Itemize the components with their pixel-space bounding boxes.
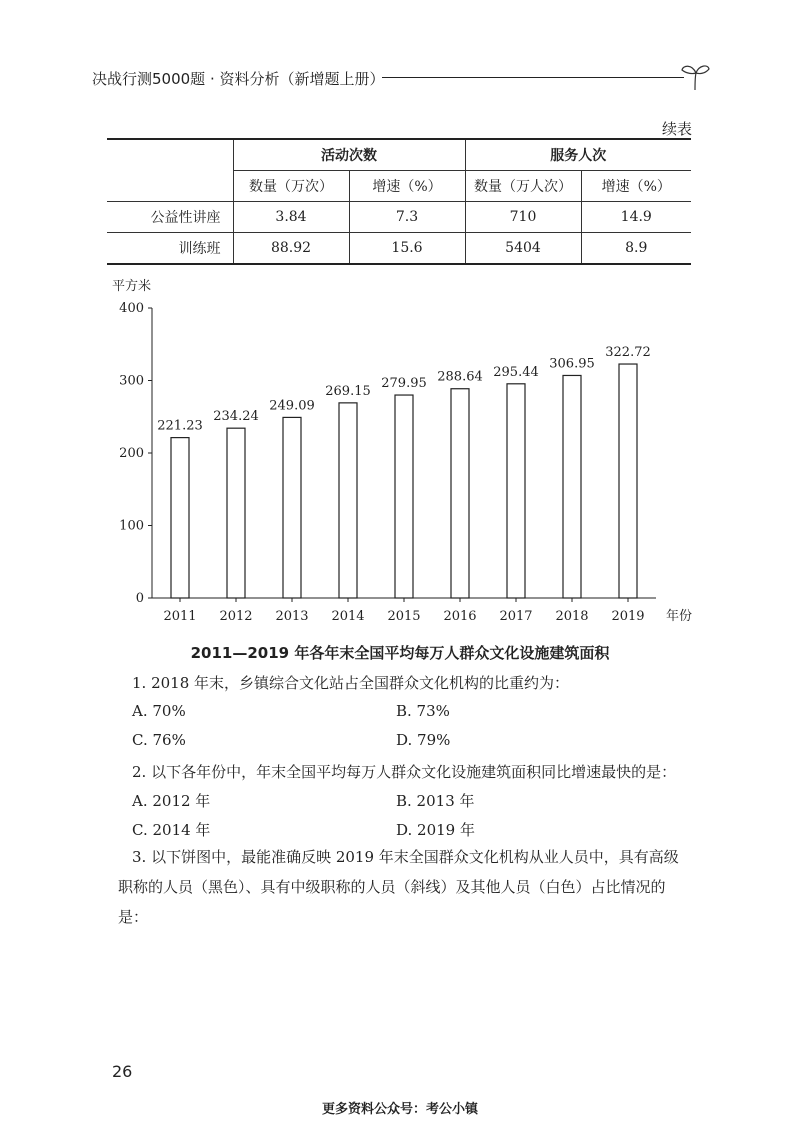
question-1-stem: 1. 2018 年末，乡镇综合文化站占全国群众文化机构的比重约为： xyxy=(132,674,570,692)
table-row xyxy=(107,202,691,233)
x-tick-label: 2013 xyxy=(275,609,309,624)
bar xyxy=(395,395,413,598)
book-title: 决战行测5000题 · 资料分析（新增题上册） xyxy=(92,70,385,88)
question-1-option-c: C. 76% xyxy=(132,731,186,749)
bar xyxy=(619,364,637,598)
bar xyxy=(507,384,525,598)
table-cell: 7.3 xyxy=(349,202,465,233)
sub-header-service-growth: 增速（%） xyxy=(581,171,691,202)
group-header-services: 服务人次 xyxy=(465,139,691,171)
y-axis-label: 平方米 xyxy=(112,279,152,294)
running-header xyxy=(92,60,712,94)
y-tick-label: 200 xyxy=(119,446,144,461)
table-corner-cell xyxy=(107,139,233,202)
sprout-icon xyxy=(678,60,712,94)
table-cell: 14.9 xyxy=(581,202,691,233)
table-cell: 3.84 xyxy=(233,202,349,233)
question-2-stem: 2. 以下各年份中，年末全国平均每万人群众文化设施建筑面积同比增速最快的是： xyxy=(132,763,677,781)
bar-value-label: 249.09 xyxy=(269,398,315,414)
x-tick-label: 2011 xyxy=(163,609,197,624)
row-label: 训练班 xyxy=(107,233,233,265)
x-tick-label: 2019 xyxy=(611,609,645,624)
bar-value-label: 288.64 xyxy=(437,369,483,385)
sub-header-service-count: 数量（万人次） xyxy=(465,171,581,202)
x-tick-label: 2015 xyxy=(387,609,421,624)
bar-value-label: 221.23 xyxy=(157,418,203,434)
question-2-option-a: A. 2012 年 xyxy=(132,792,211,810)
continued-table-label: 续表 xyxy=(661,120,692,138)
statistics-table xyxy=(107,138,691,265)
table-cell: 88.92 xyxy=(233,233,349,265)
bar xyxy=(451,389,469,598)
question-1-option-b: B. 73% xyxy=(396,702,450,720)
x-tick-label: 2014 xyxy=(331,609,365,624)
table-cell: 8.9 xyxy=(581,233,691,265)
question-1-option-a: A. 70% xyxy=(132,702,186,720)
footer-note: 更多资料公众号：考公小镇 xyxy=(321,1102,478,1117)
bar xyxy=(227,428,245,598)
question-3-stem: 3. 以下饼图中，最能准确反映 2019 年末全国群众文化机构从业人员中，具有高级职称的人员（黑色）、具有中级职称的人员（斜线）及其他人员（白色）占比情况的是： xyxy=(118,848,679,926)
question-2-option-c: C. 2014 年 xyxy=(132,821,211,839)
y-tick-label: 300 xyxy=(119,373,144,389)
bar-value-label: 269.15 xyxy=(325,383,371,399)
table-cell: 15.6 xyxy=(349,233,465,265)
x-tick-label: 2016 xyxy=(443,609,477,624)
bar xyxy=(171,438,189,598)
group-header-activities: 活动次数 xyxy=(233,139,465,171)
bar xyxy=(339,403,357,598)
question-2-option-b: B. 2013 年 xyxy=(396,792,475,810)
bar-value-label: 234.24 xyxy=(213,409,259,425)
header-rule xyxy=(382,77,684,78)
sub-header-activity-growth: 增速（%） xyxy=(349,171,465,202)
sub-header-activity-count: 数量（万次） xyxy=(233,171,349,202)
table-row xyxy=(107,233,691,265)
table-cell: 710 xyxy=(465,202,581,233)
x-tick-label: 2018 xyxy=(555,609,589,624)
bar xyxy=(563,375,581,598)
y-tick-label: 100 xyxy=(119,518,144,534)
question-1-option-d: D. 79% xyxy=(396,731,451,749)
x-axis-label: 年份 xyxy=(666,609,693,624)
bar-value-label: 279.95 xyxy=(381,376,427,392)
y-tick-label: 400 xyxy=(119,301,144,316)
question-2-option-d: D. 2019 年 xyxy=(396,821,475,839)
page-number: 26 xyxy=(112,1062,133,1081)
bar-value-label: 322.72 xyxy=(605,345,651,361)
x-tick-label: 2017 xyxy=(499,609,533,624)
bar-chart xyxy=(100,270,700,630)
bar-value-label: 295.44 xyxy=(493,364,539,380)
bar xyxy=(283,417,301,598)
row-label: 公益性讲座 xyxy=(107,202,233,233)
chart-caption: 2011—2019 年各年末全国平均每万人群众文化设施建筑面积 xyxy=(190,644,610,662)
y-tick-label: 0 xyxy=(135,591,144,606)
bar-value-label: 306.95 xyxy=(549,356,595,372)
x-tick-label: 2012 xyxy=(219,609,253,624)
table-cell: 5404 xyxy=(465,233,581,265)
